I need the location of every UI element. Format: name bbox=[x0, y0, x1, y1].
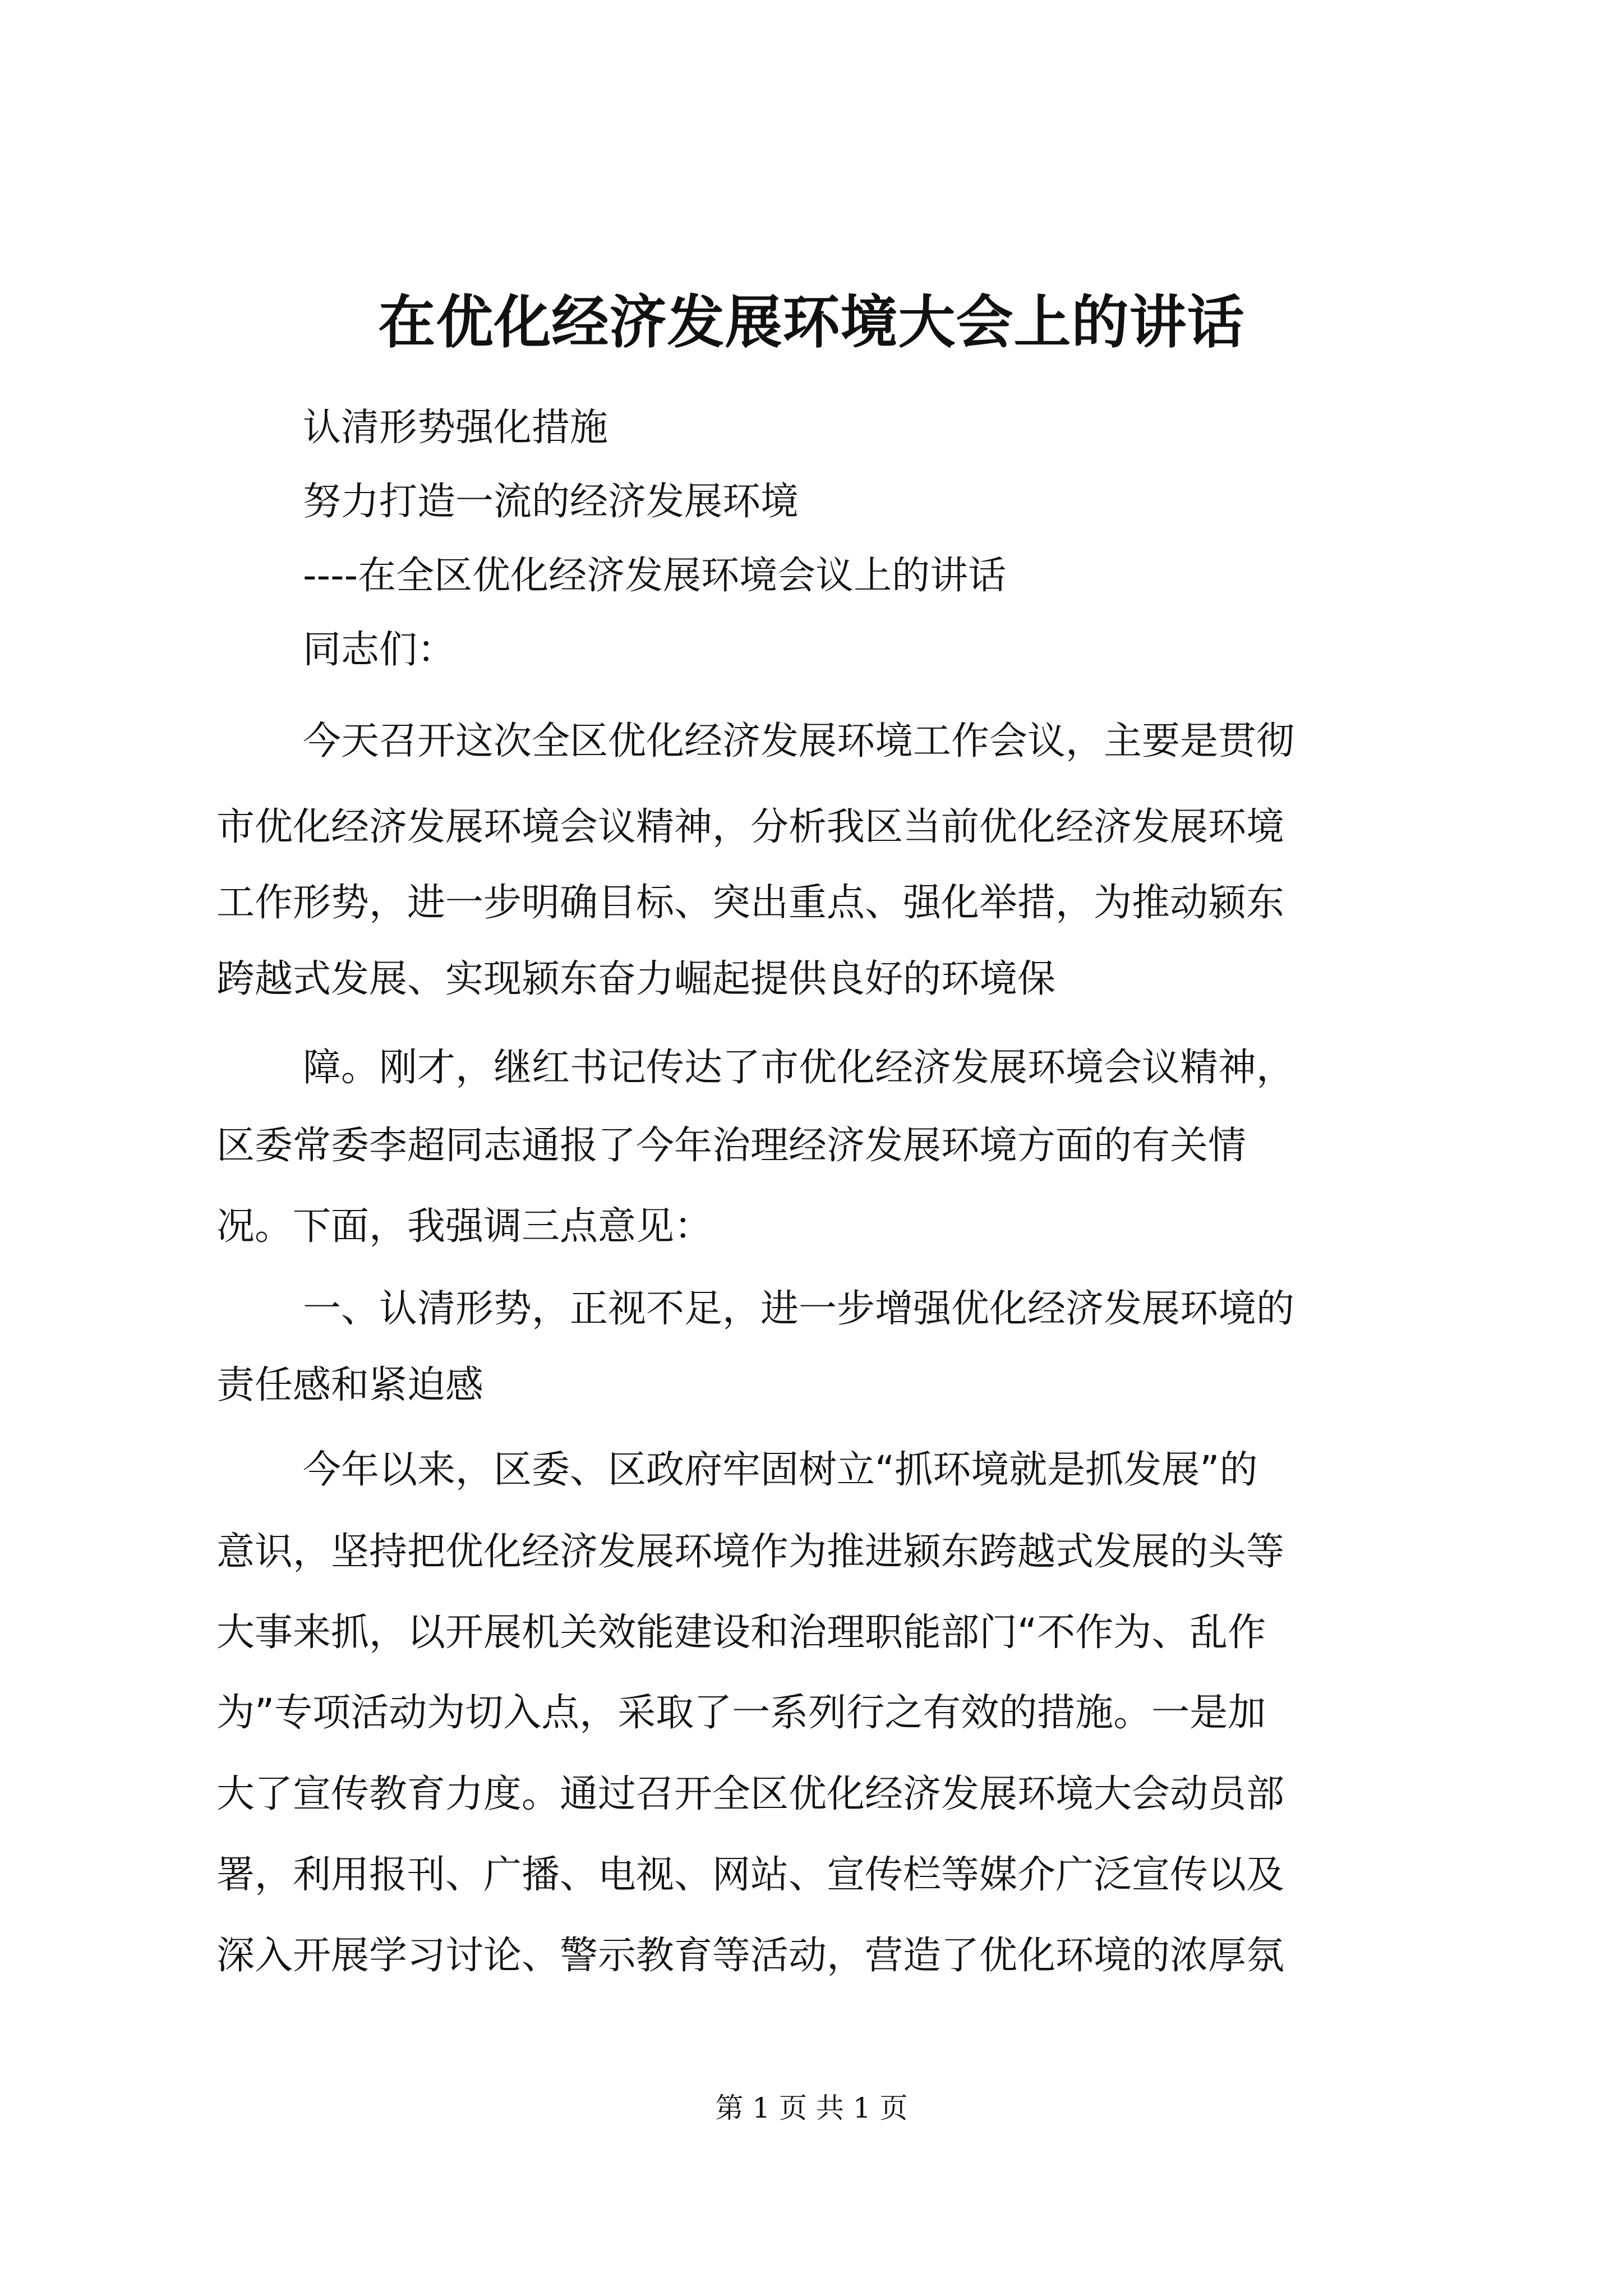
text-line: 今天召开这次全区优化经济发展环境工作会议，主要是贯彻 bbox=[303, 719, 1295, 763]
text-line: 大了宣传教育力度。通过召开全区优化经济发展环境大会动员部 bbox=[216, 1772, 1285, 1816]
text-line: 大事来抓，以开展机关效能建设和治理职能部门“不作为、乱作 bbox=[216, 1611, 1266, 1655]
text-line: 况。下面，我强调三点意见： bbox=[216, 1204, 713, 1249]
text-line: 同志们： bbox=[303, 628, 456, 672]
text-line: 一、认清形势，正视不足，进一步增强优化经济发展环境的 bbox=[303, 1287, 1295, 1331]
text-line: ----在全区优化经济发展环境会议上的讲话 bbox=[303, 554, 1007, 598]
text-line: 障。刚才，继红书记传达了市优化经济发展环境会议精神， bbox=[303, 1046, 1295, 1090]
text-line: 署，利用报刊、广播、电视、网站、宣传栏等媒介广泛宣传以及 bbox=[216, 1853, 1285, 1897]
text-line: 努力打造一流的经济发展环境 bbox=[303, 480, 799, 524]
page-footer: 第 1 页 共 1 页 bbox=[715, 2092, 908, 2124]
text-line: 市优化经济发展环境会议精神，分析我区当前优化经济发展环境 bbox=[216, 805, 1285, 849]
text-line: 意识，坚持把优化经济发展环境作为推进颍东跨越式发展的头等 bbox=[216, 1530, 1285, 1574]
text-line: 为”专项活动为切入点，采取了一系列行之有效的措施。一是加 bbox=[216, 1691, 1266, 1735]
text-line: 今年以来，区委、区政府牢固树立“抓环境就是抓发展”的 bbox=[303, 1448, 1258, 1492]
text-line: 责任感和紧迫感 bbox=[216, 1363, 484, 1407]
document-title: 在优化经济发展环境大会上的讲话 bbox=[378, 289, 1245, 356]
text-line: 跨越式发展、实现颍东奋力崛起提供良好的环境保 bbox=[216, 957, 1056, 1001]
text-line: 工作形势，进一步明确目标、突出重点、强化举措，为推动颍东 bbox=[216, 881, 1285, 925]
text-line: 深入开展学习讨论、警示教育等活动，营造了优化环境的浓厚氛 bbox=[216, 1934, 1285, 1978]
text-line: 区委常委李超同志通报了今年治理经济发展环境方面的有关情 bbox=[216, 1124, 1247, 1168]
text-line: 认清形势强化措施 bbox=[303, 406, 608, 450]
